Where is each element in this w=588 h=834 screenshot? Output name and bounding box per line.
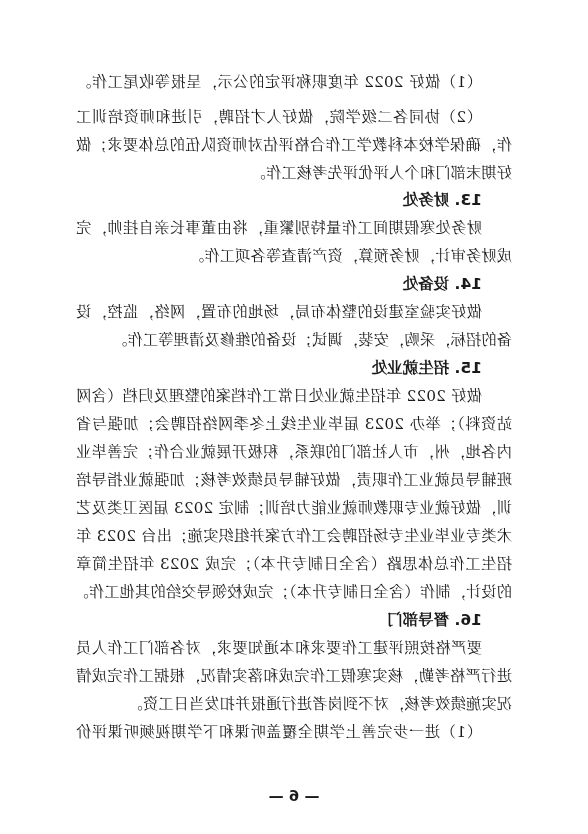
paragraph-line: 训，做好就业专职教师就业能力培训；制定 2023 届医卫类及艺 — [76, 499, 512, 517]
paragraph-line: 要严格按照评建工作要求和本通知要求，对各部门工作人员 — [76, 639, 482, 657]
paragraph-line: （1）进一步完善上学期全覆盖听课和下学期视频听课评价 — [76, 723, 482, 741]
paragraph-line: 招生工作总体思路（含全日制专升本）；完成 2023 年招生简章 — [76, 555, 512, 573]
paragraph-line: 的设计，制作（含全日制专升本）；完成校领导交给的其他工作。 — [73, 583, 512, 601]
paragraph-line: 财务处寒假期间工作量特别繁重，将由董事长亲自挂帅，完 — [76, 219, 482, 237]
paragraph-line: 进行严格考勤，核实寒假工作完成和落实情况，根据工作完成情 — [76, 667, 512, 685]
paragraph-line: 内各地，州，市人社部门的联系，积极开展就业合作；完善毕业 — [76, 443, 512, 461]
page-number: — 6 — — [268, 787, 320, 805]
paragraph-line: 成财务审计，财务预算，资产清查等各项工作。 — [188, 247, 512, 265]
paragraph-line: 做好实验室建设的整体布局，场地的布置，网络，监控，设 — [76, 303, 482, 321]
paragraph-line: 备的招标，采购，安装，调试；设备的维修及清理等工作。 — [111, 331, 512, 349]
section-heading-admissions: 15. 招生就业处 — [371, 359, 482, 377]
paragraph-line: （2）协同各二级学院，做好人才招聘，引进和师资培训工 — [76, 108, 482, 126]
paragraph-line: 作，确保学校本科教学工作合格评估对师资队伍的总体要求；做 — [76, 136, 512, 154]
paragraph-line: 术类专业毕业生专场招聘会工作方案并组织实施；出台 2023 年 — [76, 527, 512, 545]
section-heading-supervision: 16. 督导部门 — [387, 611, 482, 629]
paragraph-line: 况实施绩效考核，对不到岗者进行通报并扣发当日工资。 — [127, 695, 512, 713]
section-heading-finance: 13. 财务处 — [402, 191, 482, 209]
section-heading-equipment: 14. 设备处 — [402, 275, 482, 293]
paragraph-line: 站资料）；举办 2023 届毕业生线上冬季网络招聘会；加强与省 — [76, 415, 512, 433]
paragraph-line: （1）做好 2022 年度职称评定的公示，呈报等收尾工作。 — [76, 73, 482, 91]
paragraph-line: 做好 2022 年招生就业处日常工作档案的整理及归档（含网 — [76, 387, 482, 405]
paragraph-line: 班辅导员就业工作职责，做好辅导员绩效考核；加强就业指导培 — [76, 471, 512, 489]
paragraph-line: 好期末部门和个人评优评先考核工作。 — [250, 164, 512, 182]
